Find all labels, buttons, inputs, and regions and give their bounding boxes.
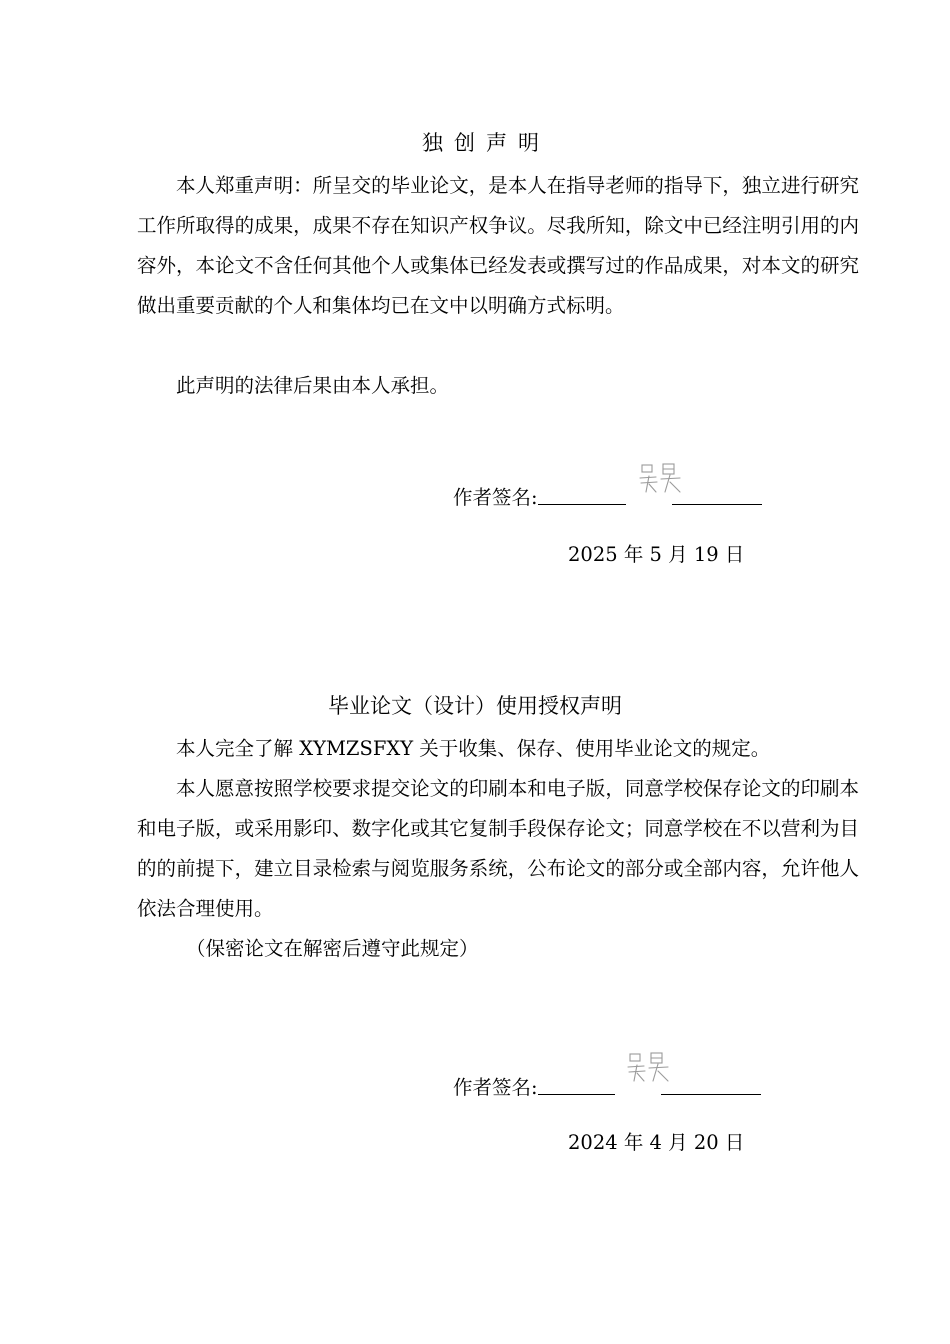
declaration-date: 2025 年 5 月 19 日 [568, 543, 745, 566]
authorization-signature-label: 作者签名: [453, 1076, 538, 1099]
authorization-date: 2024 年 4 月 20 日 [568, 1131, 745, 1154]
declaration-paragraph-2: 此声明的法律后果由本人承担。 [176, 374, 450, 397]
declaration-paragraph-1: 本人郑重声明：所呈交的毕业论文，是本人在指导老师的指导下，独立进行研究工作所取得的成果，成果不存在知识产权争议。尽我所知，除文中已经注明引用的内容外，本论文不含任何其他个人或集体已经发表或撰写过的作品成果，对本文的研究做出重要贡献的个人和集体均已在文中以明确方式标明。 [137, 174, 859, 317]
signature-blank-right [661, 1068, 761, 1095]
declaration-signature-row [453, 478, 762, 518]
authorization-handwritten-signature [626, 1051, 674, 1085]
declaration-title: 独创声明 [422, 131, 550, 155]
declaration-handwritten-signature [638, 462, 686, 496]
signature-blank-left [538, 478, 626, 505]
declaration-signature-label: 作者签名: [453, 486, 538, 509]
authorization-paragraph-1: 本人完全了解 XYMZSFXY 关于收集、保存、使用毕业论文的规定。 [176, 737, 771, 760]
authorization-title: 毕业论文（设计）使用授权声明 [328, 694, 622, 718]
authorization-paragraph-2: 本人愿意按照学校要求提交论文的印刷本和电子版，同意学校保存论文的印刷本和电子版，或采用影印、数字化或其它复制手段保存论文；同意学校在不以营利为目的的前提下，建立目录检索与阅览服务系统，公布论文的部分或全部内容，允许他人依法合理使用。 [137, 777, 859, 920]
signature-blank-left [538, 1068, 615, 1095]
authorization-signature-row [453, 1068, 761, 1108]
authorization-note: （保密论文在解密后遵守此规定） [186, 937, 479, 960]
